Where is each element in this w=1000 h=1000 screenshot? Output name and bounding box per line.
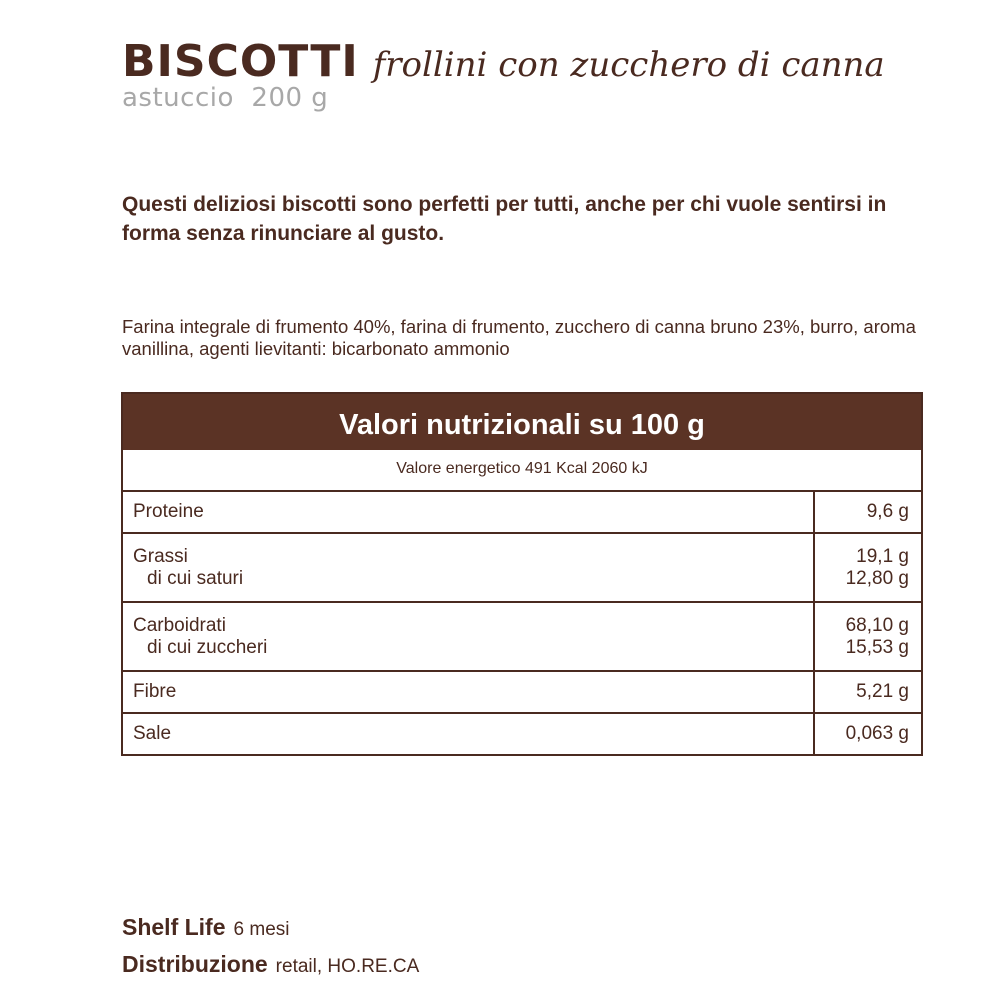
product-tagline: Questi deliziosi biscotti sono perfetti per tutti, anche per chi vuole sentirsi in forma senza rinunciare al gusto.	[122, 193, 887, 245]
table-row	[123, 603, 921, 672]
nutrient-label: Sale	[133, 723, 172, 744]
title-line	[122, 36, 885, 87]
nutrient-sub-label: di cui saturi	[147, 567, 244, 589]
nutrient-label: Proteine	[133, 501, 204, 522]
table-row	[123, 492, 921, 534]
distribution-value: retail, HO.RE.CA	[275, 956, 420, 977]
product-title: BISCOTTI	[122, 36, 359, 87]
nutrition-table	[121, 392, 923, 756]
nutrient-value: 19,1 g	[856, 545, 909, 567]
shelf-life-label: Shelf Life	[122, 914, 226, 940]
product-subtitle: frollini con zucchero di canna	[372, 45, 885, 85]
ingredients-list: Farina integrale di frumento 40%, farina di frumento, zucchero di canna bruno 23%, burro, aroma vanillina, agenti lievitanti: bicarbonato ammonio	[122, 316, 916, 359]
table-row	[123, 672, 921, 714]
energy-value: Valore energetico 491 Kcal 2060 kJ	[123, 450, 921, 492]
nutrient-label: Fibre	[133, 681, 177, 702]
product-header	[122, 36, 885, 113]
shelf-life	[122, 914, 289, 941]
package-size: astuccio 200 g	[122, 83, 329, 113]
nutrient-sub-value: 12,80 g	[845, 567, 909, 589]
nutrition-heading: Valori nutrizionali su 100 g	[123, 394, 921, 450]
nutrient-label: Grassi	[133, 545, 188, 567]
distribution-label: Distribuzione	[122, 951, 268, 977]
nutrient-sub-value: 15,53 g	[845, 636, 909, 658]
distribution	[122, 951, 419, 978]
table-row	[123, 714, 921, 754]
table-row	[123, 534, 921, 603]
shelf-life-value: 6 mesi	[233, 919, 290, 940]
nutrient-label: Carboidrati	[133, 614, 226, 636]
nutrient-value: 0,063 g	[845, 723, 909, 744]
nutrient-value: 9,6 g	[866, 501, 909, 522]
nutrient-value: 68,10 g	[845, 614, 909, 636]
nutrient-value: 5,21 g	[856, 681, 909, 702]
nutrient-sub-label: di cui zuccheri	[147, 636, 268, 658]
